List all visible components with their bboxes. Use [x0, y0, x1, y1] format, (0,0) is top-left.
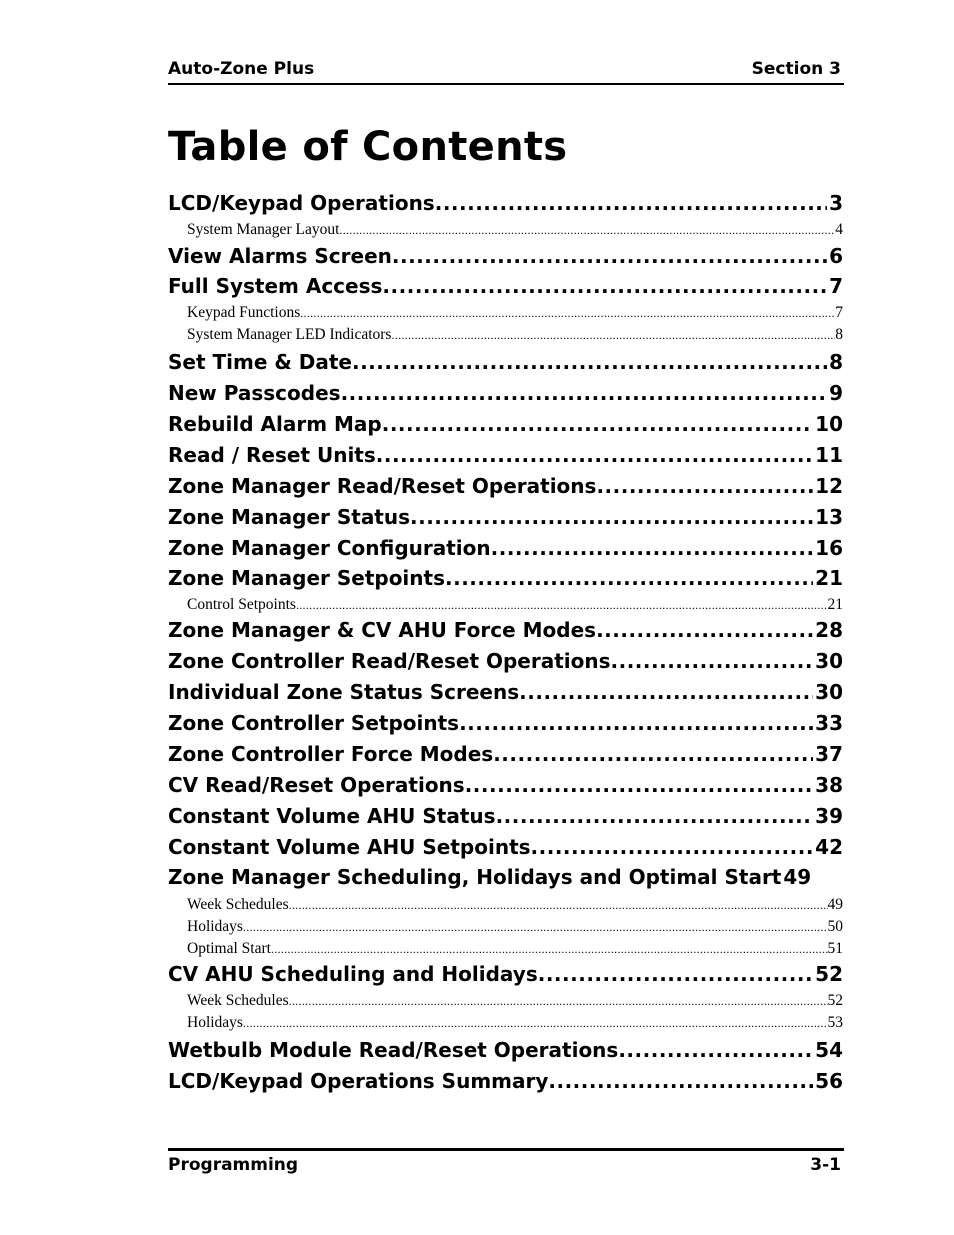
toc-page-number: 4 [835, 221, 843, 238]
toc-entry[interactable] [168, 533, 843, 560]
toc-subentry[interactable] [187, 938, 843, 958]
toc-dot-leader [493, 742, 813, 766]
toc-dot-leader [339, 221, 835, 239]
toc-entry[interactable] [168, 241, 843, 268]
footer-rule [168, 1148, 844, 1151]
toc-entry-title: Week Schedules [187, 992, 289, 1009]
toc-entry-title: Zone Controller Force Modes [168, 742, 494, 766]
toc-entry[interactable] [168, 188, 843, 215]
toc-page-number: 39 [815, 804, 843, 828]
toc-page-number: 53 [827, 1014, 843, 1031]
toc-entry-title: Individual Zone Status Screens [168, 680, 520, 704]
toc-dot-leader [491, 536, 814, 560]
toc-dot-leader [548, 1069, 813, 1093]
toc-entry-title: Read / Reset Units [168, 443, 376, 467]
toc-page-number: 21 [815, 566, 843, 590]
toc-dot-leader [496, 804, 814, 828]
toc-subentry[interactable] [187, 916, 843, 936]
toc-subentry[interactable] [187, 594, 843, 614]
footer-page-number: 3-1 [810, 1155, 841, 1175]
toc-entry-title: LCD/Keypad Operations [168, 191, 435, 215]
toc-entry-title: View Alarms Screen [168, 244, 392, 268]
toc-page-number: 51 [827, 940, 843, 957]
toc-entry[interactable] [168, 1066, 843, 1093]
toc-subentry[interactable] [187, 324, 843, 344]
toc-subentry[interactable] [187, 894, 843, 914]
toc-page-number: 56 [815, 1069, 843, 1093]
toc-entry[interactable] [168, 646, 843, 673]
footer-chapter-label: Programming [168, 1155, 299, 1175]
toc-page-number: 49 [827, 896, 843, 913]
toc-entry[interactable] [168, 1035, 843, 1062]
toc-dot-leader [611, 649, 814, 673]
toc-page-number: 8 [835, 326, 843, 343]
toc-dot-leader [296, 596, 828, 614]
toc-entry[interactable] [168, 959, 843, 986]
toc-entry[interactable] [168, 832, 843, 859]
toc-page-number: 11 [815, 443, 843, 467]
toc-page-number: 8 [829, 350, 843, 374]
toc-page-number: 49 [783, 865, 812, 889]
toc-page-number: 30 [815, 680, 843, 704]
toc-entry-title: System Manager Layout [187, 221, 340, 238]
toc-entry-title: Zone Manager Configuration [168, 536, 491, 560]
toc-page-number: 37 [815, 742, 843, 766]
toc-entry[interactable] [168, 271, 843, 298]
toc-entry-title: LCD/Keypad Operations Summary [168, 1069, 549, 1093]
toc-dot-leader [376, 443, 813, 467]
toc-dot-leader [459, 711, 813, 735]
toc-entry[interactable] [168, 502, 843, 529]
toc-entry[interactable] [168, 615, 843, 642]
toc-entry[interactable] [168, 739, 843, 766]
toc-page-number: 3 [829, 191, 843, 215]
toc-entry-title: Full System Access [168, 274, 383, 298]
toc-dot-leader [391, 326, 835, 344]
toc-subentry[interactable] [187, 990, 843, 1010]
toc-page-number: 10 [815, 412, 843, 436]
toc-page-number: 28 [815, 618, 843, 642]
toc-page-number: 9 [829, 381, 843, 405]
toc-subentry[interactable] [187, 1012, 843, 1032]
toc-dot-leader [435, 191, 827, 215]
toc-page-number: 16 [815, 536, 843, 560]
toc-subentry[interactable] [187, 302, 843, 322]
page-footer [168, 1155, 843, 1179]
toc-dot-leader [465, 773, 813, 797]
toc-dot-leader [596, 474, 813, 498]
toc-page-number: 38 [815, 773, 843, 797]
toc-entry[interactable] [168, 347, 843, 374]
header-rule [168, 83, 844, 85]
toc-entry-title: Rebuild Alarm Map [168, 412, 382, 436]
toc-dot-leader [243, 1014, 828, 1032]
toc-entry-title: Set Time & Date [168, 350, 352, 374]
toc-entry-title: CV Read/Reset Operations [168, 773, 465, 797]
toc-page-number: 21 [827, 596, 843, 613]
toc-entry[interactable] [168, 409, 843, 436]
toc-entry[interactable] [168, 770, 843, 797]
toc-entry[interactable] [168, 563, 843, 590]
toc-dot-leader [445, 566, 813, 590]
toc-dot-leader [289, 896, 828, 914]
toc-page-number: 52 [827, 992, 843, 1009]
toc-entry[interactable] [168, 471, 843, 498]
toc-page-number: 54 [815, 1038, 843, 1062]
toc-dot-leader [538, 962, 813, 986]
toc-entry-title: New Passcodes [168, 381, 341, 405]
header-product-name: Auto-Zone Plus [168, 59, 315, 79]
toc-entry-title: Zone Manager Read/Reset Operations [168, 474, 597, 498]
toc-page-number: 7 [829, 274, 843, 298]
toc-page-number: 50 [827, 918, 843, 935]
toc-dot-leader [352, 350, 827, 374]
toc-entry[interactable] [168, 862, 843, 889]
toc-dot-leader [392, 244, 827, 268]
toc-entry-title: System Manager LED Indicators [187, 326, 392, 343]
toc-page-number: 6 [829, 244, 843, 268]
toc-page-number: 33 [815, 711, 843, 735]
toc-dot-leader [382, 274, 827, 298]
page-title: Table of Contents [168, 124, 568, 170]
toc-page-number: 13 [815, 505, 843, 529]
toc-entry-title: Optimal Start [187, 940, 271, 957]
toc-dot-leader [289, 992, 828, 1010]
toc-dot-leader [243, 918, 828, 936]
toc-entry[interactable] [168, 708, 843, 735]
toc-entry-title: Keypad Functions [187, 304, 301, 321]
header-section-label: Section 3 [751, 59, 841, 79]
toc-entry-title: Zone Manager Status [168, 505, 411, 529]
toc-entry-title: Constant Volume AHU Setpoints [168, 835, 531, 859]
toc-entry-title: Holidays [187, 1014, 243, 1031]
toc-dot-leader [271, 940, 828, 958]
toc-page-number: 42 [815, 835, 843, 859]
toc-entry[interactable] [168, 801, 843, 828]
toc-dot-leader [341, 381, 828, 405]
toc-entry-title: Holidays [187, 918, 243, 935]
toc-page-number: 52 [815, 962, 843, 986]
toc-page-number: 30 [815, 649, 843, 673]
toc-entry-title: CV AHU Scheduling and Holidays [168, 962, 538, 986]
toc-entry[interactable] [168, 440, 843, 467]
toc-entry[interactable] [168, 378, 843, 405]
toc-entry-title: Zone Controller Read/Reset Operations [168, 649, 611, 673]
toc-entry-title: Constant Volume AHU Status [168, 804, 496, 828]
toc-page-number: 7 [835, 304, 843, 321]
toc-entry-title: Control Setpoints [187, 596, 296, 613]
toc-entry[interactable] [168, 677, 843, 704]
toc-dot-leader [300, 304, 835, 322]
toc-dot-leader [596, 618, 813, 642]
page-header [168, 59, 843, 83]
toc-entry-title: Zone Manager & CV AHU Force Modes [168, 618, 597, 642]
toc-entry-title: Zone Manager Setpoints [168, 566, 445, 590]
toc-subentry[interactable] [187, 219, 843, 239]
toc-entry-title: Wetbulb Module Read/Reset Operations [168, 1038, 619, 1062]
toc-entry-title: Week Schedules [187, 896, 289, 913]
toc-page-number: 12 [815, 474, 843, 498]
toc-entry-title: Zone Manager Scheduling, Holidays and Optimal Start [168, 865, 782, 889]
toc-dot-leader [410, 505, 813, 529]
toc-dot-leader [531, 835, 814, 859]
toc-dot-leader [382, 412, 813, 436]
toc-dot-leader [618, 1038, 813, 1062]
toc-dot-leader [519, 680, 813, 704]
toc-entry-title: Zone Controller Setpoints [168, 711, 460, 735]
